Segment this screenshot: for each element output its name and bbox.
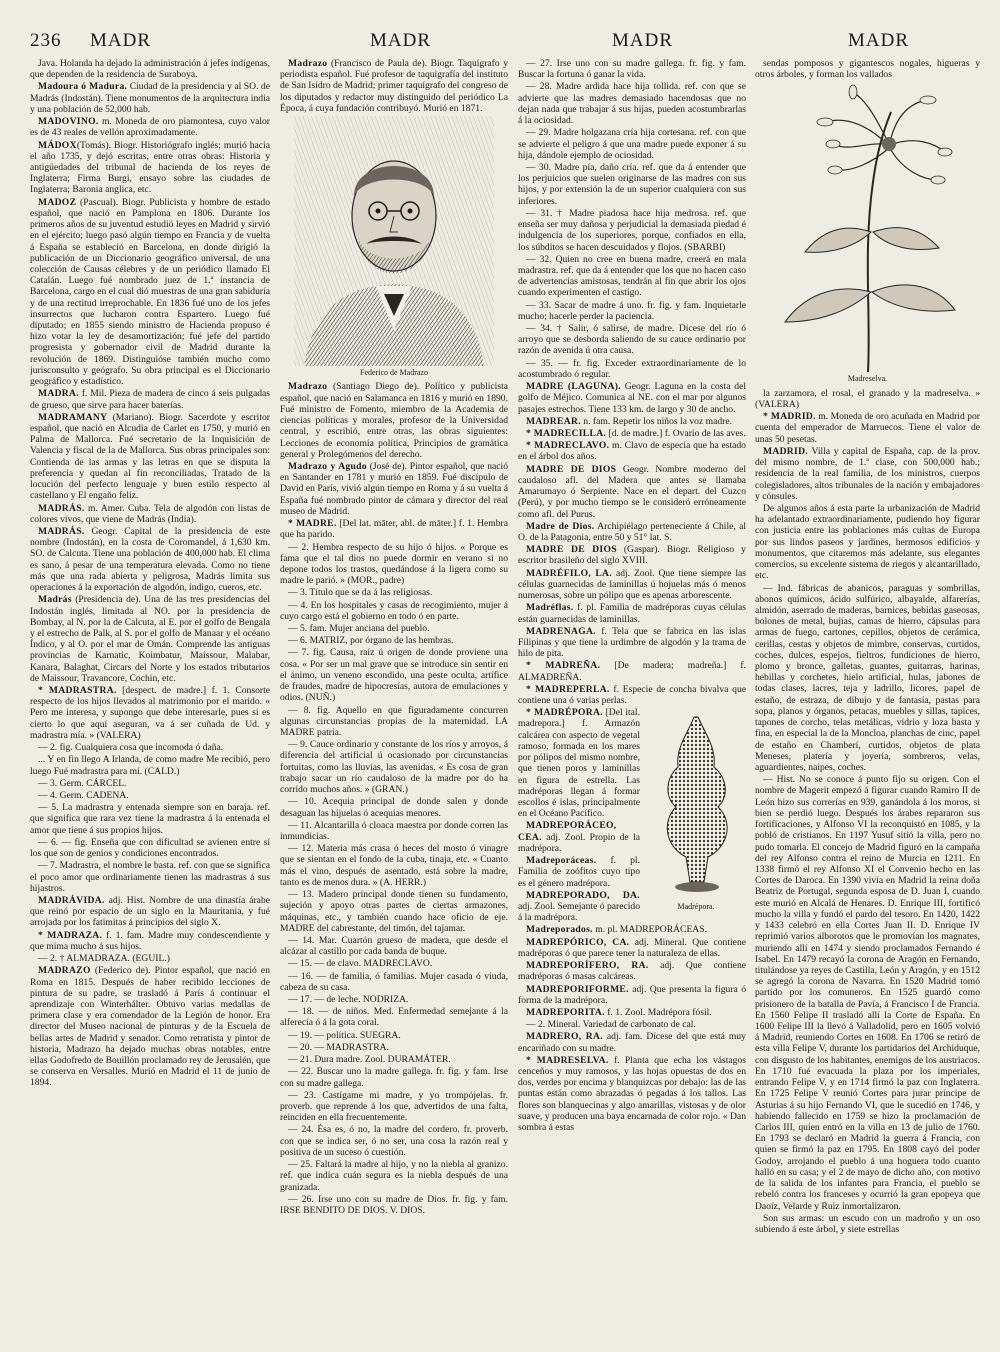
entry-text: — 34. † Salir, ó salirse, de madre. Dícese del río ó arroyo que se desborda saliendo de su cauce ordinario por razón de avenida ú otra causa.	[518, 323, 746, 357]
entry-text: sendas pomposos y gigantescos nogales, higueras y otros árboles, y forman los vallados	[755, 58, 980, 81]
entry-text: — 14. Mar. Cuartón grueso de madera, que desde el alcázar al castillo por cada banda de buque.	[280, 934, 508, 958]
running-head-1: MADR	[90, 30, 152, 51]
entry-text: Geogr. Capital de la presidencia de este nombre (Indostán), en la costa de Coromandel, á 1,630 km. SO. de Calcuta. Tiene una población de 400,000 hab. El clima es sano, á pesar de una temperatura elevada. Como no tiene más que una rada abierta y peligrosa, Madrás limita sus operaciones á la exportación de algodón, índigo, cueros, etc.	[30, 525, 270, 594]
entry-text: n. fam. Repetir los niños la voz madre.	[580, 415, 732, 427]
dictionary-entry	[30, 412, 270, 502]
entry-text: — 27. Irse uno con su madre gallega. fr. fig. y fam. Buscar la fortuna ó ganar la vida.	[518, 58, 746, 81]
honeysuckle-engraving	[773, 82, 963, 372]
column-4-entries-bottom	[755, 388, 980, 1235]
entry-text: — 10. Acequia principal de donde salen y donde desaguan las hijuelas ó acequias menores.	[280, 796, 508, 819]
entry-text: — 2. † ALMADRAZA. (EGUIL.)	[38, 953, 170, 965]
entry-text: — 11. Alcantarilla ó cloaca maestra por donde corren las inmundicias.	[280, 819, 508, 842]
dictionary-entry	[518, 602, 746, 624]
dictionary-entry	[280, 58, 508, 114]
dictionary-entry	[518, 1055, 746, 1134]
running-head-4: MADR	[848, 30, 910, 51]
dictionary-entry	[755, 58, 980, 80]
entry-text: [despect. de madre.] f. 1. Consorte respecto de los hijos llevados al matrimonio por el marido. « Pero me interesa, y supongo que debe interesarle, pues si es cierto lo que aquí aseguran, va á ser cuñada de Ud. y madrastra mía. » (VALERA)	[30, 685, 270, 741]
dictionary-entry	[518, 428, 746, 439]
entry-text: — 4. Germ. CADENA.	[38, 790, 129, 801]
entry-text: — 30. Madre pía, daño cría. ref. que da á entender que los perjuicios que suelen originarse de las madres con sus hijos, y por extensión la de un superior cualquiera con sus inferiores.	[518, 161, 746, 207]
entry-text: m. Amer. Cuba. Tela de algodón con listas de colores vivos, que viene de Madrás (India).	[30, 502, 270, 525]
dictionary-entry	[30, 594, 270, 684]
entry-headword: MADRERO, RA.	[526, 1031, 603, 1043]
entry-text: f. Especie de concha bivalva que contiene una ó varias perlas.	[518, 683, 746, 707]
dictionary-entry	[518, 208, 746, 253]
running-head-3: MADR	[612, 30, 674, 51]
dictionary-entry	[755, 1213, 980, 1235]
entry-headword: Madrazo	[288, 381, 328, 393]
entry-text: — 2. fig. Cualquiera cosa que incomoda ó daña.	[38, 742, 224, 754]
dictionary-entry	[518, 660, 746, 682]
entry-headword: MADRÁS.	[38, 502, 85, 514]
entry-text: — 7. Madrastra, el nombre le basta. ref. con que se significa el poco amor que ordinariamente tienen las madrastras á sus hijastros.	[30, 860, 270, 894]
entry-text: — 12. Materia más crasa ó heces del mosto ó vinagre que se sientan en el fondo de la cuba, tinaja, etc. « Cuanto más el vino, después de asentado, está sobre la madre, tanto es de menos dura. » (A. HERR.)	[280, 843, 508, 888]
entry-text: (Mariano). Biogr. Sacerdote y escritor español, que nació en Alcudia de Carlet en 1750, y murió en Palma de Mallorca. Fué secretario de la Inquisición de Valencia y fiscal de la de Mallorca. Sus obras principales son: Contienda de las armas y las letras en que se disputa la preferencia y quedan al fin reconciliadas, Tratado de la locución del perfecto lenguaje y buen estilo respecto al castellano y El engaño feliz.	[30, 411, 270, 502]
entry-text: adj. Zool. Que tiene siempre las células guarnecidas de laminillas ú hojuelas más ó menos numerosas, sobre un pólipo que es apenas arborescente.	[518, 567, 746, 602]
entry-headword: Madrás	[38, 594, 72, 606]
entry-text: Java. Holanda ha dejado la administración á jefes indígenas, que dependen de la residencia de Suraboya.	[30, 58, 270, 81]
dictionary-entry	[30, 81, 270, 115]
entry-headword: MADRE DE DIOS	[526, 463, 617, 475]
dictionary-entry	[280, 1124, 508, 1158]
dictionary-entry	[518, 984, 746, 1006]
entry-text: — 33. Sacar de madre á uno. fr. fig. y fam. Inquietarle mucho; hacerle perder la paciencia.	[518, 299, 746, 322]
entry-headword: MADRENAGA.	[526, 625, 596, 637]
dictionary-entry	[518, 416, 746, 427]
dictionary-entry	[30, 802, 270, 836]
entry-text: — 8. fig. Aquello en que figuradamente concurren algunas circunstancias propias de la maternidad. LA MADRE patria.	[280, 704, 508, 739]
entry-text: Villa y capital de España, cap. de la prov. del mismo nombre, de 1.ª clase, con 500,000 hab.; residencia de la real familia, de los ministros, cuerpos colegisladores, altos tribunales de la nación y embajadores y cónsules.	[755, 445, 980, 502]
dictionary-entry	[518, 1019, 746, 1030]
dictionary-entry	[280, 843, 508, 888]
entry-headword: MADRÉFILO, LA.	[526, 567, 612, 579]
dictionary-entry	[280, 1159, 508, 1193]
entry-headword: * MADRE.	[288, 518, 337, 530]
dictionary-entry	[280, 820, 508, 842]
dictionary-entry	[755, 583, 980, 774]
entry-text: — 19. — política. SUEGRA.	[288, 1029, 401, 1041]
dictionary-entry	[518, 544, 746, 566]
dictionary-entry	[30, 742, 270, 753]
entry-headword: Madrazo	[288, 58, 328, 69]
entry-text: adj. fam. Dícese del que está muy encariñado con su madre.	[518, 1031, 746, 1054]
dictionary-entry	[280, 1006, 508, 1028]
entry-text: m. Moneda de oro piamontesa, cuyo valor es de 43 reales de vellón aproximadamente.	[30, 116, 270, 139]
entry-text: m. Moneda de oro acuñada en Madrid por cuenta del emperador de Marruecos. Tiene el valor de unas 50 pesetas.	[755, 411, 980, 445]
entry-headword: * MADRECILLA.	[526, 428, 607, 439]
dictionary-entry	[280, 971, 508, 993]
column-1-entries	[30, 58, 270, 1089]
running-head-2: MADR	[370, 30, 432, 51]
entry-headword: * MADRECLAVO.	[526, 440, 610, 452]
entry-text: — 20. — MADRASTRA.	[288, 1041, 390, 1053]
entry-text: — 26. Irse uno con su madre de Dios. fr. fig. y fam. IRSE BENDITO DE DIOS. V. DIOS.	[280, 1193, 508, 1216]
entry-text: — 22. Buscar uno la madre gallega. fr. fig. y fam. Irse con su madre gallega.	[280, 1066, 508, 1089]
dictionary-entry	[280, 796, 508, 818]
dictionary-entry	[280, 1054, 508, 1065]
dictionary-entry	[280, 647, 508, 703]
entry-text: (José de). Pintor español, que nació en Santander en 1781 y murió en 1859. Fué discípulo de David en París, vivió algún tiempo en Roma y á su vuelta á España fué nombrado pintor de cámara y director del real museo de Madrid.	[280, 460, 508, 517]
dictionary-entry	[280, 889, 508, 934]
entry-text: (Gaspar). Biogr. Religioso y escritor brasileño del siglo XVIII.	[518, 544, 746, 567]
entry-headword: Madreporados.	[526, 924, 593, 936]
flower-caption: Madreselva.	[847, 374, 888, 384]
dictionary-entry	[518, 127, 746, 161]
portrait-engraving	[294, 116, 494, 366]
entry-headword: MADRE (LAGUNA).	[526, 381, 621, 393]
entry-text: — 3. Título que se da á las religiosas.	[288, 587, 433, 599]
entry-headword: Madréflas.	[526, 602, 574, 614]
entry-text: — Hist. No se conoce á punto fijo su origen. Con el nombre de Magerit empezó á figurar cuando Ramiro II de León hizo sus correrías en 939, ganándola á los moros, si bien se perdió luego. Después los árabes repararon sus fortificaciones, y Alfonso VI la reconquistó en 1085, y la pobló de cristianos. En 1197 Yusuf sitió la villa, pero no pudo tomarla. El concejo de Madrid figuró en la campaña del rey Alfonso contra el reino de Murcia en 1211. En 1338 firmó el rey Alfonso XI el Convenio hecho en las Cortes de Daroca. En 1390 vivía en Madrid la reina doña Beatriz de Portugal, segunda esposa de D. Juan I, cuando este murió en Alcalá de Henares. D. Enrique III, fortificó mucho la villa y fundó el pardo del tesoro. En 1420, 1422 y 1433 celebró en ella Cortes Juan II. D. Enrique IV reprimió varios alborotos que le promovían los magnates, muriendo allí en 1474 y siendo proclamados Fernando é Isabel. En 1479 recayó la corona de Aragón en Fernando, titulándose ya reyes de Castilla, León y Aragón, y en 1512 se agregó la corona de Navarra. En 1520 Madrid tomó partido por los comuneros. En 1525 guardó como prisionero de la batalla de Pavía, á Francisco I de Francia. En 1560 Felipe II trasladó allí la Corte de España. En 1600 Felipe III la llevó á Valladolid, pero en 1605 volvió á Madrid, reuniendo Cortes en 1608. En 1706 se retiró de esta villa Felipe V, durante los partidarios del Archiduque, con disgusto de los habitantes, enemigos de los austriacos. En 1710 fué evacuada la plaza por los imperiales, entrando Felipe V, y en 1714 firmó la paz con Inglaterra. En 1725 Felipe V reunió Cortes para jurar príncipe de Asturias á su hijo Fernando VI, que le sucedió en 1746, y habiendo fallecido en 1759 se hizo la proclamación de Carlos III, quien entró en la villa en 13 de julio de 1760. En 1793 se declaró en Madrid la guerra á Francia, con quien se firmó la paz en 1795. En 1808 cayó del poder Godoy, arrojando el pueblo á una hoguera todo cuanto halló en su casa; y el 2 de mayo de dicho año, con motivo de la salida de los infantes para Francia, el pueblo se rebeló contra los franceses y ocurrió la gran epopeya que Daoíz, Velarde y Ruiz inmortalizaron.	[755, 774, 980, 1212]
entry-text: m. Clavo de especia que ha estado en el árbol dos años.	[518, 440, 746, 463]
dictionary-entry	[280, 1042, 508, 1053]
dictionary-entry	[280, 635, 508, 646]
entry-headword: MADRAMANY	[38, 411, 108, 423]
entry-text: — Ind. fábricas de abanicos, paraguas y sombrillas, abonos químicos, ácido sulfúrico, albayalde, alfarerías, almidón, aserrado de maderas, barnices, bebidas gaseosas, bolones de metal, bujías, camas de hierro, cápsulas para armas de fuego, cartones, cepillos, objetos de cerámica, cerillas, cestas y objetos de mimbre, conservas, curtidos, coches, dulces, espejos, fieltros, fundiciones de hierro, plomo y bronce, galletas, guantes, guitarras, harinas, hebillas y corchetes, hielo artificial, hulas, jabones de todas clases, lacres, teja y ladrillo, licores, papel de estaño, de estraza, de dibujo y de fantasía, pastas para sopa, planos y órganos, petacas, muebles y sillas, tapices, tapones de corcho, telas metálicas, vidrio y loza basta y fina, en especial la de la Moncloa, planchas de cinc, papel de estaño en Chamberí, curtidos, objetos de plata Meneses, platería y joyería, sombreros, velas, aguardientes, naipes, coches.	[755, 582, 980, 774]
entry-text: — 35. — fr. fig. Exceder extraordinariamente de lo acostumbrado ó regular.	[518, 357, 746, 380]
column-4	[755, 58, 980, 1332]
entry-text: (Federico de). Pintor español, que nació en Roma en 1815. Después de haber recibido lecciones de pintura de su padre, se trasladó á París á continuar el aprendizaje con Winterhálter. Obtuvo varias medallas de primera clase y era comendador de la Legión de honor. Era director del Museo nacional de pinturas y de la Escuela de bellas artes de Madrid y senador. Como retratista y pintor de historia, Madrazo ha dejado muchas obras notables, entre ellas Godofredo de Bouillón proclamado rey de Jerusalén, que se conserva en Versalles. Murió en Madrid el 11 de junio de 1894.	[30, 965, 270, 1089]
entry-text: — 9. Cauce ordinario y constante de los ríos y arroyos, á diferencia del artificial ú ocasionado por circunstancias fortuitas, como las lluvias, las avenidas. « Es cosa de gran trabajo sacar un río caudaloso de la madre por do ha corrido muchos años. » (GRAN.)	[280, 739, 508, 796]
column-2	[280, 58, 508, 1332]
dictionary-entry	[280, 994, 508, 1005]
entry-text: Son sus armas: un escudo con un madroño y un oso subiendo á este árbol, y siete estrellas	[755, 1212, 980, 1235]
entry-text: — 13. Madero principal donde tienen su fundamento, sujeción y apoyo otras partes de ciertas armazones, máquinas, etc., y también cuando hace oficio de eje. MADRE del cabrestante, del timón, del tajamar.	[280, 889, 508, 934]
dictionary-entry	[30, 140, 270, 196]
dictionary-entry	[518, 937, 746, 959]
dictionary-entry	[280, 1194, 508, 1216]
column-2-entries-bottom	[280, 381, 508, 1216]
dictionary-entry	[518, 521, 746, 543]
dictionary-entry	[280, 461, 508, 517]
dictionary-entry	[518, 323, 746, 357]
portrait-caption: Federico de Madrazo	[360, 368, 428, 378]
entry-text: f. 1. fam. Madre muy condescendiente y que mima mucho á sus hijos.	[30, 929, 270, 952]
dictionary-entry	[755, 446, 980, 502]
entry-headword: * MADRESELVA.	[526, 1054, 609, 1066]
dictionary-entry	[280, 739, 508, 795]
entry-headword: * MADRID.	[763, 411, 816, 423]
dictionary-entry	[30, 965, 270, 1088]
entry-headword: Madre de Dios.	[526, 520, 595, 532]
dictionary-entry	[30, 526, 270, 593]
dictionary-entry	[518, 924, 746, 935]
entry-headword: * MADREÑA.	[526, 660, 601, 672]
dictionary-entry	[518, 440, 746, 462]
entry-text: (Presidencia de). Una de las tres presidencias del Indostán inglés, limitada al NO. por la presidencia de Bombay, al N. por la de Calcuta, al E. por el golfo de Bengala y el estrecho de Palk, al S. por el golfo de Manaar y el océano Índico, y al O. por el mar de Omán. Comprende las antiguas provincias de Karnatic, Koimbatur, Maissour, Malabar, Kanara, Balaghat, Circars del Norte y los estados tributarios de Maissour, Travancore, Cochin, etc.	[30, 594, 270, 684]
dictionary-entry	[280, 1090, 508, 1124]
page-number: 236	[30, 30, 62, 51]
dictionary-entry	[280, 623, 508, 634]
entry-headword: MADRID.	[763, 445, 809, 457]
entry-text: Archipiélago perteneciente á Chile, al O. de la Patagonia, entre 50 y 51° lat. S.	[518, 520, 746, 543]
entry-text: — 2. Mineral. Variedad de carbonato de cal.	[526, 1019, 696, 1031]
dictionary-entry	[30, 778, 270, 789]
coral-figure	[646, 707, 746, 912]
entry-headword: * MADRAZA.	[38, 929, 103, 941]
column-3	[518, 58, 746, 1332]
entry-text: — 16. — de familia, ó familias. Mujer casada ó viuda, cabeza de su casa.	[280, 970, 508, 993]
entry-headword: MADOVINO.	[38, 116, 99, 128]
flower-figure	[755, 82, 980, 383]
dictionary-entry	[518, 300, 746, 322]
entry-text: adj. Zool. Semejante ó parecido á la madrépora.	[518, 900, 641, 924]
entry-text: — 32. Quien no cree en buena madre, creerá en mala madrastra. ref. que da á entender que los que no hacen caso de advertencias amistosas, tendrán al fin que abrir los ojos cuando experimenten el castigo.	[518, 253, 746, 299]
entry-text: (Francisco de Paula de). Biogr. Taquígrafo y periodista español. Fué profesor de taquigrafía del instituto de San Isidro de Madrid; primer taquígrafo del congreso de los diputados y redactor muy distinguido del periódico La Época, á cuya fundación contribuyó. Murió en 1871.	[280, 58, 508, 114]
entry-headword: MADREAR.	[526, 415, 581, 427]
entry-text: [Del ital. madrepora.] f. Armazón calcárea con aspecto de vegetal ramoso, formada en los mares por pólipos del mismo nombre, que tienen poros y laminillas en figura de estrella. Las madréporas llegan á formar escollos é islas, principalmente en el Océano Pacífico.	[518, 707, 640, 820]
dictionary-entry	[280, 381, 508, 460]
entry-headword: MADRÁS.	[38, 525, 85, 537]
entry-text: De algunos años á esta parte la urbanización de Madrid ha adelantado extraordinariamente, pudiendo hoy figurar con justicia entre las poblaciones más cultas de Europa por sus lindos paseos y jardines, hermosos edificios y monumentos, que citaremos más adelante, sus elegantes comercios, su excelente sistema de riegos y alcantarillado, etc.	[755, 502, 980, 582]
entry-text: (Tomás). Biogr. Historiógrafo inglés; murió hacia el año 1735, y dejó escritas, entre otras obras: Historia y antigüedades del tribunal de hacienda de los reyes de Inglaterra; Firma Burgi, ensayo sobre las ciudades de Inglaterra; Baronia anglica, etc.	[30, 139, 270, 196]
dictionary-entry	[280, 518, 508, 540]
dictionary-entry	[30, 754, 270, 776]
entry-text: ... Y en fin llego A Irlanda, de como madre Me recibió, pero luego Fué madrastra para mí. (CALD.)	[30, 754, 270, 777]
entry-text: — 5. La madrastra y entenada siempre son en baraja. ref. que significa que rara vez tiene la madrastra á la entenada el amor que tiene á sus propios hijos.	[30, 802, 270, 836]
dictionary-entry	[30, 503, 270, 525]
dictionary-entry	[30, 197, 270, 388]
dictionary-entry	[30, 895, 270, 929]
column-2-entries-top	[280, 58, 508, 114]
entry-text: — 2. Hembra respecto de su hijo ó hijos. « Porque es fama que el tal dios no puede dormir en verano si no depone todos los trastos, quedándose á la ligera como su madre le parió. » (MOR., padre)	[280, 541, 508, 587]
entry-headword: MADRA.	[38, 388, 79, 400]
entry-text: — 7. fig. Causa, raíz ú origen de donde proviene una cosa. « Por ser un mal grave que se introduce sin sentir en el ánimo, un veneno escondido, una peste oculta, artífice de fraudes, madre de hipocresías, autora de emulaciones y odios. (NUÑ.)	[280, 647, 508, 704]
dictionary-entry	[518, 1007, 746, 1018]
entry-headword: Madreporáceas.	[526, 855, 597, 867]
column-1	[30, 58, 270, 1332]
entry-text: — 4. En los hospitales y casas de recogimiento, mujer á cuyo cargo está el gobierno en todo ó en parte.	[280, 599, 508, 622]
dictionary-entry	[280, 958, 508, 969]
dictionary-entry	[30, 860, 270, 894]
entry-headword: * MADREPERLA.	[526, 683, 610, 695]
entry-headword: * MADRASTRA.	[38, 685, 117, 697]
dictionary-entry	[30, 58, 270, 80]
dictionary-entry	[280, 1066, 508, 1088]
dictionary-entry	[518, 254, 746, 299]
entry-text: la zarzamora, el rosal, el granado y la madreselva. » (VALERA)	[755, 387, 980, 411]
entry-text: f. Planta que echa los vástagos cenceños y muy ramosos, y las hojas opuestas de dos en dos, verdes por encima y blanquizcas por debajo: las de las puntas están como abrazadas ó pegadas á los tallos. Las flores son blanquecinas y algo amarillas, vistosas y de olor suave, y producen una baya encarnada de color rojo. « Dan sombra á estas	[518, 1054, 746, 1134]
dictionary-entry	[755, 503, 980, 582]
entry-text: m. pl. MADREPORÁCEAS.	[592, 924, 707, 936]
portrait-figure	[280, 116, 508, 377]
dictionary-entry	[30, 388, 270, 410]
entry-text: adj. Que presenta la figura ó forma de la madrépora.	[518, 983, 746, 1006]
entry-text: — 24. Ésa es, ó no, la madre del cordero. fr. proverb. con que se indica ser, ó no ser, una cosa la razón real y positiva de un suceso ó cuestión.	[280, 1124, 508, 1158]
dictionary-entry	[755, 388, 980, 410]
column-4-entries-top	[755, 58, 980, 80]
dictionary-entry	[30, 837, 270, 859]
entry-text: — 3. Germ. CÁRCEL.	[38, 777, 127, 789]
entry-text: — 25. Faltará la madre al hijo, y no la niebla al granizo. ref. que indica cuán segura es la niebla después de una granizada.	[280, 1159, 508, 1193]
dictionary-entry	[518, 960, 746, 982]
entry-text: f. pl. Familia de zoófitos cuyo tipo es el género madrépora.	[518, 855, 640, 889]
entry-text: — 31. † Madre piadosa hace hija medrosa. ref. que enseña ser muy dañosa y perjudicial la demasiada piedad é indulgencia de los superiores, porque, confiados en ella, los súbditos se hacen descuidados y flojos. (SBARBI)	[518, 207, 746, 253]
entry-headword: Madoura ó Madura.	[38, 81, 128, 93]
entry-headword: MADRE DE DIOS	[526, 544, 617, 556]
entry-headword: MADREPORÁCEO, CEA.	[518, 820, 617, 843]
entry-headword: MADREPORITA.	[526, 1006, 605, 1018]
dictionary-entry	[518, 684, 746, 706]
entry-text: — 28. Madre ardida hace hija tollida. ref. con que se advierte que las madres demasiado hacendosas que no dejan nada que trabajar á sus hijas, pueden acostumbrarlas á la ociosidad.	[518, 81, 746, 127]
entry-headword: MADRAZO	[38, 965, 91, 977]
dictionary-entry	[518, 568, 746, 602]
dictionary-entry	[30, 930, 270, 952]
entry-text: — 21. Dura madre. Zool. DURAMÁTER.	[288, 1054, 451, 1066]
dictionary-entry	[518, 81, 746, 126]
entry-text: (Santiago Diego de). Político y publicista español, que nació en Salamanca en 1816 y murió en 1890. Fué ministro de Fomento, miembro de la Academia de ciencias políticas y morales, profesor de la Universidad central, y escribió, entre otras, las obras siguientes: Lecciones de economía política, Principios de gramática general y Prolegómenos del derecho.	[280, 381, 508, 460]
entry-text: [De madera; madreña.] f. ALMADREÑA.	[518, 660, 746, 683]
entry-text: — 6. — fig. Enseña que con dificultad se avienen entre sí los que son de genios y condiciones encontrados.	[30, 836, 270, 860]
entry-headword: MADOZ	[38, 196, 77, 208]
entry-text: f. Tela que se fabrica en las islas Filipinas y que tiene la urdimbre de algodón y la trama de hilo de pita.	[518, 625, 746, 660]
entry-headword: * MADRÉPORA.	[526, 707, 603, 719]
dictionary-entry	[518, 626, 746, 660]
entry-text: — 6. MATRIZ, por órgano de las hembras.	[288, 635, 454, 647]
coral-caption: Madrépora.	[677, 902, 715, 912]
dictionary-entry	[280, 542, 508, 587]
entry-text: (Pascual). Biogr. Publicista y hombre de estado español, que nació en Pamplona en 1806. Durante los primeros años de su juventud estudió leyes en Madrid y sirvió en el ejército; luego pasó algún tiempo en Francia y de vuelta á España se estableció en Barcelona, en donde dirigió la publicación de un Diccionario geográfico universal, de una colección de Causas célebres y de un periódico llamado El Catalán. Luego fué nombrado juez de 1.ª instancia de Barcelona, cargo en el cual dió muestras de una gran sabiduría y de una rectitud irreprochable. En 1836 fué uno de los jefes insurrectos que lucharon contra Espartero. Luego fué diputado; en 1855 siendo ministro de Hacienda propuso é hizo votar la ley de desamortización; fué jefe del partido progresista y gobernador civil de Madrid durante la revolución de 1869. Distinguióse también mucho como jurisconsulto y geógrafo. Su obra principal es el Diccionario geográfico y estadístico.	[30, 196, 270, 388]
dictionary-entry	[30, 685, 270, 741]
dictionary-entry	[518, 358, 746, 380]
dictionary-entry	[755, 774, 980, 1212]
dictionary-entry	[518, 162, 746, 207]
entry-headword: MADRÁVIDA.	[38, 894, 105, 906]
entry-headword: MADREPORADO, DA.	[526, 889, 640, 901]
running-header	[30, 30, 980, 56]
entry-text: — 18. — de niños. Med. Enfermedad semejante á la alferecía ó á la gota coral.	[280, 1006, 508, 1029]
entry-text: [d. de madre.] f. Ovario de las aves.	[606, 428, 746, 439]
entry-text: — 23. Castígame mi madre, y yo trompójelas. fr. proverb. que reprende á los que, advertidos de una falta, reinciden en ella frecuentemente.	[280, 1089, 508, 1124]
dictionary-entry	[30, 953, 270, 964]
entry-text: [Del lat. māter, abl. de māter.] f. 1. Hembra que ha parido.	[280, 518, 508, 541]
entry-text: Geogr. Laguna en la costa del golfo de Méjico. Comunica al NE. con el mar por algunos pasajes estrechos. Tiene 133 km. de largo y 30 de ancho.	[518, 381, 746, 415]
entry-text: adj. Que contiene madréporas ó masas calcáreas.	[518, 960, 746, 983]
entry-headword: MADREPORIFORME.	[526, 983, 629, 995]
dictionary-entry	[280, 587, 508, 598]
dictionary-entry	[280, 600, 508, 622]
entry-text: Geogr. Nombre moderno del caudaloso afl. del Madera que antes se llamaba Amarumayo ó Serpiente. Nace en el depart. del Cuzco (Perú), y por mucho tiempo se le consideró erróneamente como afl. del Purus.	[518, 463, 746, 520]
dictionary-entry	[755, 411, 980, 445]
dictionary-entry	[518, 1031, 746, 1053]
entry-text: f. 1. Zool. Madrépora fósil.	[604, 1006, 712, 1018]
entry-headword: MADREPÓRICO, CA.	[526, 936, 630, 948]
entry-text: adj. Hist. Nombre de una dinastía árabe que reinó por espacio de un siglo en la Mauritania, y fué arrojada por los fatimitas á principios del siglo X.	[30, 894, 270, 929]
dictionary-entry	[30, 790, 270, 801]
dictionary-entry	[280, 705, 508, 739]
coral-engraving	[646, 707, 746, 897]
dictionary-entry	[280, 1030, 508, 1041]
entry-text: adj. Zool. Propio de la madrépora.	[518, 831, 640, 854]
entry-text: Ciudad de la presidencia y al SO. de Madrás (Indostán). Tiene monumentos de la arquitectura india y una población de 52,000 hab.	[30, 81, 270, 115]
dictionary-entry	[518, 381, 746, 415]
entry-headword: MADREPORÍFERO, RA.	[526, 960, 649, 972]
dictionary-entry	[30, 116, 270, 138]
column-3-entries-top	[518, 58, 746, 706]
entry-headword: Madrazo y Agudo	[288, 460, 367, 472]
dictionary-entry	[280, 935, 508, 957]
entry-text: — 29. Madre holgazana cría hija cortesana. ref. con que se advierte el peligro á que una madre puede exponer á su hija, dándole ejemplo de ociosidad.	[518, 127, 746, 161]
dictionary-entry	[518, 58, 746, 80]
entry-text: — 17. — de leche. NODRIZA.	[288, 994, 409, 1006]
entry-text: — 15. — de clavo. MADRECLAVO.	[288, 958, 433, 970]
dictionary-entry	[518, 464, 746, 520]
entry-text: — 5. fam. Mujer anciana del pueblo.	[288, 623, 430, 635]
entry-text: f. pl. Familia de madréporas cuyas células están guarnecidas de laminillas.	[518, 602, 746, 625]
entry-text: adj. Mineral. Que contiene madréporas ó que parece tener la naturaleza de ellas.	[518, 936, 746, 959]
entry-headword: MÁDOX	[38, 139, 77, 151]
entry-text: f. Mil. Pieza de madera de cinco á seis pulgadas de grueso, que sirve para hacer baterías.	[30, 388, 270, 411]
